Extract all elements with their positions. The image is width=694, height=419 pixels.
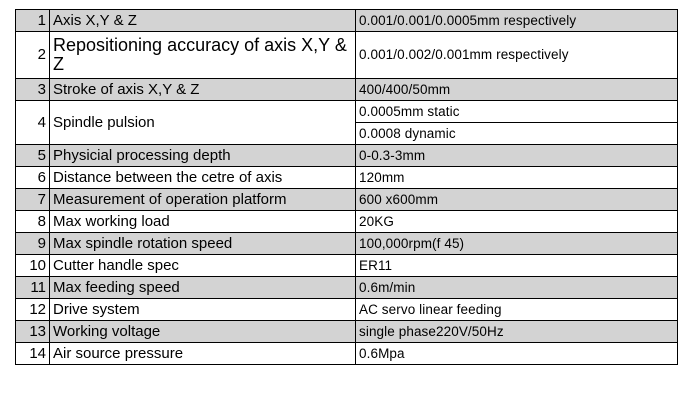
table-row <box>16 32 678 79</box>
spec-name: Max working load <box>50 211 356 233</box>
spec-value: ER11 <box>356 255 678 277</box>
spec-name: Drive system <box>50 299 356 321</box>
spec-name: Measurement of operation platform <box>50 189 356 211</box>
spec-name: Repositioning accuracy of axis X,Y & Z <box>50 32 356 79</box>
spec-name: Max feeding speed <box>50 277 356 299</box>
row-number: 3 <box>16 79 50 101</box>
row-number: 2 <box>16 32 50 79</box>
table-row <box>16 321 678 343</box>
spec-name: Axis X,Y & Z <box>50 10 356 32</box>
row-number: 10 <box>16 255 50 277</box>
spec-name: Max spindle rotation speed <box>50 233 356 255</box>
row-number: 9 <box>16 233 50 255</box>
spec-value: single phase220V/50Hz <box>356 321 678 343</box>
row-number: 11 <box>16 277 50 299</box>
spec-value: 100,000rpm(f 45) <box>356 233 678 255</box>
spec-value: 0.6m/min <box>356 277 678 299</box>
table-row <box>16 277 678 299</box>
spec-value: 0-0.3-3mm <box>356 145 678 167</box>
spec-value: 120mm <box>356 167 678 189</box>
table-row <box>16 101 678 123</box>
row-number: 5 <box>16 145 50 167</box>
spec-value: 0.0008 dynamic <box>356 123 678 145</box>
row-number: 12 <box>16 299 50 321</box>
table-row <box>16 343 678 365</box>
spec-name: Spindle pulsion <box>50 101 356 145</box>
spec-name: Distance between the cetre of axis <box>50 167 356 189</box>
spec-value: 0.0005mm static <box>356 101 678 123</box>
spec-value: 0.6Mpa <box>356 343 678 365</box>
table-row <box>16 10 678 32</box>
spec-name: Air source pressure <box>50 343 356 365</box>
table-row <box>16 255 678 277</box>
spec-table <box>15 9 678 365</box>
row-number: 14 <box>16 343 50 365</box>
spec-name: Cutter handle spec <box>50 255 356 277</box>
spec-name: Physicial processing depth <box>50 145 356 167</box>
table-row <box>16 211 678 233</box>
spec-name: Working voltage <box>50 321 356 343</box>
row-number: 7 <box>16 189 50 211</box>
row-number: 6 <box>16 167 50 189</box>
row-number: 13 <box>16 321 50 343</box>
row-number: 8 <box>16 211 50 233</box>
spec-value: 0.001/0.002/0.001mm respectively <box>356 32 678 79</box>
row-number: 1 <box>16 10 50 32</box>
spec-value: 600 x600mm <box>356 189 678 211</box>
table-row <box>16 299 678 321</box>
table-row <box>16 79 678 101</box>
spec-value: 20KG <box>356 211 678 233</box>
table-row <box>16 145 678 167</box>
spec-value: 0.001/0.001/0.0005mm respectively <box>356 10 678 32</box>
table-row <box>16 233 678 255</box>
spec-value: 400/400/50mm <box>356 79 678 101</box>
spec-name: Stroke of axis X,Y & Z <box>50 79 356 101</box>
row-number: 4 <box>16 101 50 145</box>
table-row <box>16 167 678 189</box>
table-row <box>16 189 678 211</box>
spec-value: AC servo linear feeding <box>356 299 678 321</box>
